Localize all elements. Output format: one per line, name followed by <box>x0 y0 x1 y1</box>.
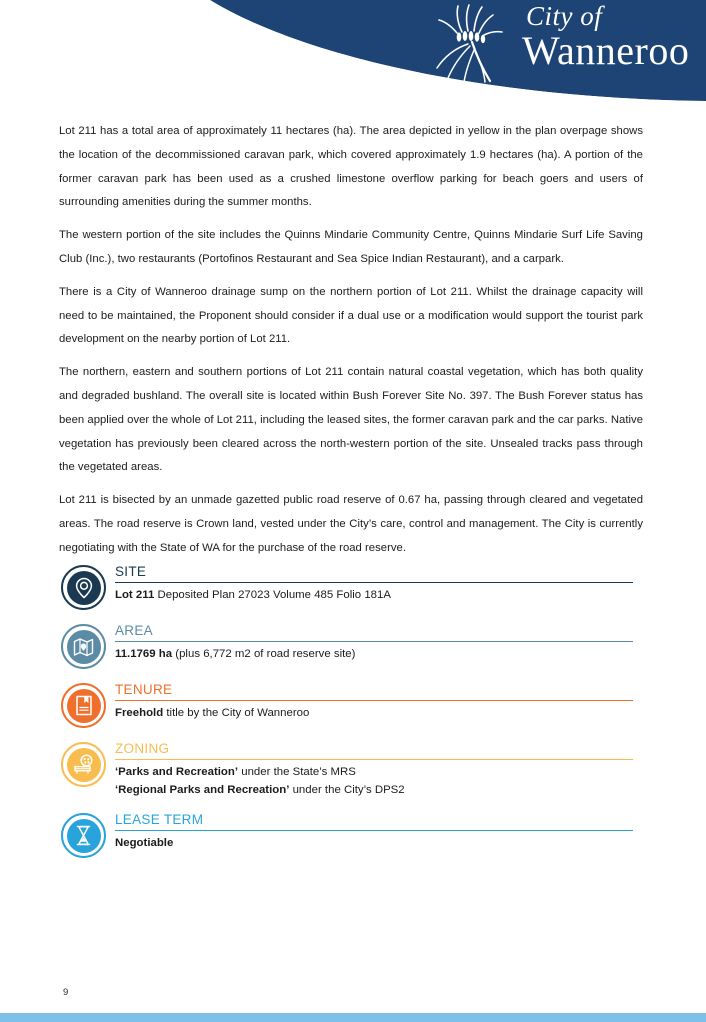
info-divider-site <box>115 582 633 583</box>
document-certificate-icon <box>75 695 93 716</box>
value-bold: Freehold <box>115 707 164 719</box>
info-value-zoning-1 <box>115 763 641 781</box>
info-label-site: SITE <box>115 564 147 579</box>
folded-map-icon <box>73 637 94 657</box>
site-badge <box>61 565 106 610</box>
zoning-badge <box>61 742 106 787</box>
info-divider-lease-term <box>115 830 633 831</box>
page-header <box>0 0 706 112</box>
value-bold: ‘Parks and Recreation’ <box>115 766 239 778</box>
document-body <box>59 120 643 561</box>
property-summary-list <box>61 563 641 858</box>
paragraph: There is a City of Wanneroo drainage sump on the northern portion of Lot 211. Whilst the drainage capacity will need to be maintained, the Proponent should consider if a dual use or a modification would support the tourist park development on the nearby portion of Lot 211. <box>59 285 643 346</box>
info-label-tenure: TENURE <box>115 682 173 697</box>
location-pin-icon <box>74 577 94 599</box>
value-rest: under the City’s DPS2 <box>289 784 405 796</box>
info-row-lease-term <box>61 811 641 858</box>
info-label-zoning: ZONING <box>115 741 170 756</box>
lease-term-body <box>106 811 641 852</box>
hourglass-icon <box>75 825 92 846</box>
brand-line-wanneroo: Wanneroo <box>522 28 690 73</box>
paragraph: Lot 211 has a total area of approximately 11 hectares (ha). The area depicted in yellow in the plan overpage shows the location of the decommissioned caravan park, which covered approximately 1.9 hectares (ha). A portion of the former caravan park has been used as a crushed limestone overflow parking for beach goers and users of surrounding amenities during the summer months. <box>59 125 643 209</box>
zoning-body <box>106 740 641 799</box>
info-value-site <box>115 586 641 604</box>
value-bold: Lot 211 <box>115 589 155 601</box>
info-value-area <box>115 645 641 663</box>
info-row-site <box>61 563 641 610</box>
tenure-badge <box>61 683 106 728</box>
area-badge <box>61 624 106 669</box>
value-rest: under the State’s MRS <box>238 766 356 778</box>
info-divider-zoning <box>115 759 633 760</box>
area-body <box>106 622 641 663</box>
info-divider-area <box>115 641 633 642</box>
value-bold: ‘Regional Parks and Recreation’ <box>115 784 290 796</box>
info-row-zoning <box>61 740 641 799</box>
value-bold: 11.1769 ha <box>115 648 173 660</box>
value-rest: title by the City of Wanneroo <box>163 707 310 719</box>
info-row-tenure <box>61 681 641 728</box>
info-label-lease-term: LEASE TERM <box>115 812 204 827</box>
info-value-lease-term <box>115 834 641 852</box>
info-row-area <box>61 622 641 669</box>
info-value-tenure <box>115 704 641 722</box>
footer-bar <box>0 1013 706 1022</box>
lease-term-badge <box>61 813 106 858</box>
paragraph: The western portion of the site includes the Quinns Mindarie Community Centre, Quinns Mindarie Surf Life Saving Club (Inc.), two restaurants (Portofinos Restaurant and Sea Spice Indian Restaurant), and a carpark. <box>59 229 643 265</box>
info-label-area: AREA <box>115 623 153 638</box>
value-rest: Deposited Plan 27023 Volume 485 Folio 181A <box>154 589 391 601</box>
park-bench-icon <box>73 754 95 775</box>
info-value-zoning-2 <box>115 781 641 799</box>
value-bold: Negotiable <box>115 837 174 849</box>
brand-line-city: City of <box>526 1 603 31</box>
value-rest: (plus 6,772 m2 of road reserve site) <box>172 648 356 660</box>
header-swoosh-shape <box>0 0 706 112</box>
paragraph: The northern, eastern and southern portions of Lot 211 contain natural coastal vegetation, which has both quality and degraded bushland. The overall site is located within Bush Forever Site No. 397. The Bush Forever status has been applied over the whole of Lot 211, including the leased sites, the former caravan park and the car parks. Native vegetation has previously been cleared across the north-western portion of the site. Unsealed tracks pass through the vegetated areas. <box>59 366 643 474</box>
page-number: 9 <box>63 987 69 998</box>
info-divider-tenure <box>115 700 633 701</box>
paragraph: Lot 211 is bisected by an unmade gazetted public road reserve of 0.67 ha, passing through cleared and vegetated areas. The road reserve is Crown land, vested under the City’s care, control and management. The City is currently negotiating with the State of WA for the purchase of the road reserve. <box>59 494 643 554</box>
site-body <box>106 563 641 604</box>
tenure-body <box>106 681 641 722</box>
